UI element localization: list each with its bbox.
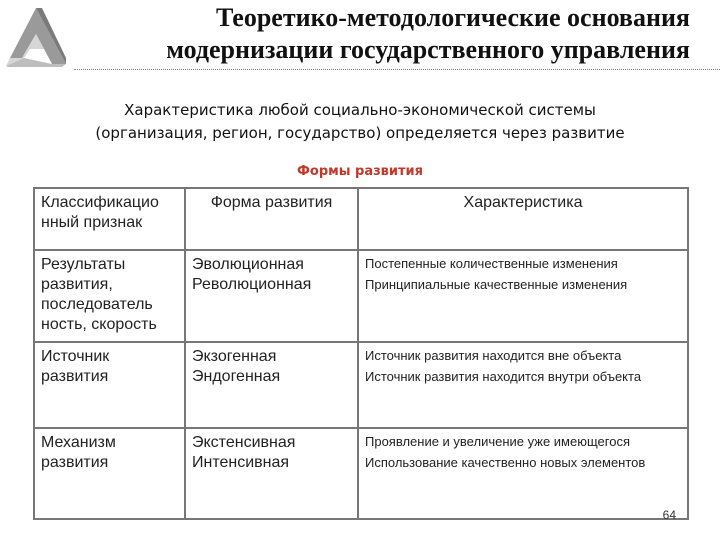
form-item: Эволюционная — [192, 256, 304, 273]
forms-of-development-table — [33, 187, 689, 520]
characteristics-cell — [358, 342, 688, 428]
intro-text — [0, 99, 720, 145]
characteristic-item: Источник развития находится вне объекта — [365, 348, 622, 363]
table-row — [34, 428, 688, 519]
header-classification: Классификацио нный признак — [34, 188, 185, 250]
form-item: Революционная — [192, 276, 312, 293]
title-line-2: модернизации государственного управления — [166, 35, 690, 64]
table-header-row — [34, 188, 688, 250]
table-row — [34, 250, 688, 342]
table-caption: Формы развития — [297, 164, 423, 179]
page-title — [70, 2, 690, 66]
intro-line-1: Характеристика любой социально-экономической системы — [124, 101, 596, 119]
form-item: Интенсивная — [192, 454, 290, 471]
characteristic-item: Постепенные количественные изменения — [365, 256, 618, 271]
characteristic-item: Использование качественно новых элементов — [365, 455, 646, 470]
table-row — [34, 342, 688, 428]
feature-cell: Источник развития — [34, 342, 185, 428]
forms-cell — [185, 428, 358, 519]
form-item: Экзогенная — [192, 348, 277, 365]
feature-cell: Механизм развития — [34, 428, 185, 519]
characteristics-cell — [358, 428, 688, 519]
characteristic-item: Проявление и увеличение уже имеющегося — [365, 434, 630, 449]
page-number: 64 — [662, 508, 676, 522]
forms-cell — [185, 250, 358, 342]
title-divider — [74, 69, 720, 70]
characteristics-cell — [358, 250, 688, 342]
form-item: Эндогенная — [192, 368, 281, 385]
feature-cell: Результаты развития, последователь ность, скорость — [34, 250, 185, 342]
forms-cell — [185, 342, 358, 428]
characteristic-item: Принципиальные качественные изменения — [365, 277, 628, 292]
impossible-triangle-icon — [4, 6, 68, 68]
form-item: Экстенсивная — [192, 434, 296, 451]
intro-line-2: (организация, регион, государство) определяется через развитие — [95, 124, 625, 142]
header-form: Форма развития — [185, 188, 358, 250]
characteristic-item: Источник развития находится внутри объекта — [365, 369, 642, 384]
title-line-1: Теоретико-методологические основания — [215, 3, 690, 32]
header-characteristic: Характеристика — [358, 188, 688, 250]
